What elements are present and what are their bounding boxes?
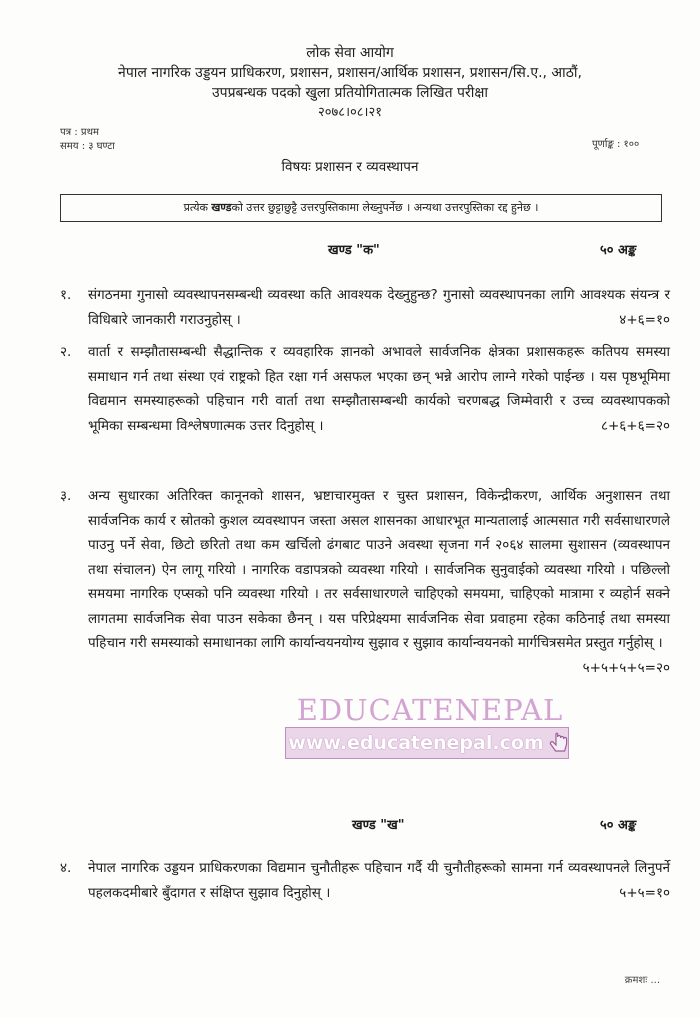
question-marks: ४+६=१० [619,311,670,328]
question-number: २. [60,344,72,360]
instruction-pre: प्रत्येक [183,201,212,214]
section-a-marks: ५० अङ्क [600,243,637,258]
question-text: संगठनमा गुनासो व्यवस्थापनसम्बन्धी व्यवस्था कति आवश्यक देख्नुहुन्छ? गुनासो व्यवस्थापनका लागि आवश्यक संयन्त्र र विधिबारे जानकारी गराउनुहोस् । [88,287,670,328]
instruction-box [60,194,662,222]
exam-title-line1: नेपाल नागरिक उड्डयन प्राधिकरण, प्रशासन, प्रशासन/आर्थिक प्रशासन, प्रशासन/सि.ए., आठौं, [118,65,582,81]
question-text: वार्ता र सम्झौतासम्बन्धी सैद्धान्तिक र व्यवहारिक ज्ञानको अभावले सार्वजनिक क्षेत्रका प्रशासकहरू कतिपय समस्या समाधान गर्न तथा संस्था एवं राष्ट्रको हित रक्षा गर्न असफल भएका छन् भन्ने आरोप लाग्ने गरेको पाईन्छ । यस पृष्ठभूमिमा विद्यमान समस्याहरूको पहिचान गरी वार्ता तथा सम्झौतासम्बन्धी कार्यको चरणबद्ध जिम्मेवारी र उच्च व्यवस्थापकको भूमिका सम्बन्धमा विश्लेषणात्मक उत्तर दिनुहोस् । [88,344,670,434]
question-2 [60,340,670,438]
section-a-title: खण्ड "क" [328,243,380,258]
question-3 [60,484,670,680]
question-number: ४. [60,860,72,876]
exam-date: २०७८।०८।२१ [318,105,382,120]
exam-title-line2: उपप्रबन्धक पदको खुला प्रतियोगितात्मक लिखित परीक्षा [211,85,489,101]
section-b-title: खण्ड "ख" [352,818,405,833]
question-marks: ८+६+६=२० [600,417,670,434]
full-marks-label: पूर्णाङ्क : १०० [592,139,640,150]
paper-label: पत्र : प्रथम [60,127,99,138]
instruction-post: को उत्तर छुट्टाछुट्टै उत्तरपुस्तिकामा लेख्नुपर्नेछ । अन्यथा उत्तरपुस्तिका रद्द हुनेछ । [231,201,539,214]
instruction-bold: खण्ड [211,201,232,214]
question-text: नेपाल नागरिक उड्डयन प्राधिकरणका विद्यमान चुनौतीहरू पहिचान गर्दै यी चुनौतीहरूको सामना गर्न व्यवस्थापनले लिनुपर्ने पहलकदमीबारे बुँदागत र संक्षिप्त सुझाव दिनुहोस् । [88,860,670,901]
question-number: ३. [60,488,72,504]
question-text: अन्य सुधारका अतिरिक्त कानूनको शासन, भ्रष्टाचारमुक्त र चुस्त प्रशासन, विकेन्द्रीकरण, आर्थिक अनुशासन तथा सार्वजनिक कार्य र स्रोतको कुशल व्यवस्थापन जस्ता असल शासनका आधारभूत मान्यतालाई आत्मसात गरी सर्वसाधारणले पाउनु पर्ने सेवा, छिटो छरितो तथा कम खर्चिलो ढंगबाट पाउने अवस्था सृजना गर्न २०६४ सालमा सुशासन (व्यवस्थापन तथा संचालन) ऐन लागू गरियो । नागरिक वडापत्रको व्यवस्था गरियो । सार्वजनिक सुनुवाईको व्यवस्था गरियो । पछिल्लो समयमा नागरिक एप्सको पनि व्यवस्था गरियो । तर सर्वसाधारणले चाहिएको समयमा, चाहिएको मात्रामा र व्यहोर्न सक्ने लागतमा सार्वजनिक सेवा पाउन सकेका छैनन् । यस परिप्रेक्ष्यमा सार्वजनिक सेवा प्रवाहमा रहेका कठिनाई तथा समस्या पहिचान गरी समस्याको समाधानका लागि कार्यान्वयनयोग्य सुझाव र सुझाव कार्यान्वयनको मार्गचित्रसमेत प्रस्तुत गर्नुहोस् । [88,488,670,651]
question-marks: ५+५+५+५=२० [582,659,670,676]
time-label: समय : ३ घण्टा [60,141,115,152]
hand-pointer-icon [548,732,570,760]
commission-title: लोक सेवा आयोग [306,45,394,61]
question-4 [60,856,670,905]
watermark-url: www.educatenepal.com [288,732,544,754]
subject-title: विषयः प्रशासन र व्यवस्थापन [281,159,419,175]
continued-note: क्रमशः ... [624,975,660,986]
watermark-brand: EDUCATENEPAL [296,693,564,727]
question-number: १. [60,287,72,303]
question-marks: ५+५=१० [619,884,670,901]
watermark-url-box [285,727,569,759]
question-1 [60,283,670,332]
section-b-marks: ५० अङ्क [600,818,637,833]
